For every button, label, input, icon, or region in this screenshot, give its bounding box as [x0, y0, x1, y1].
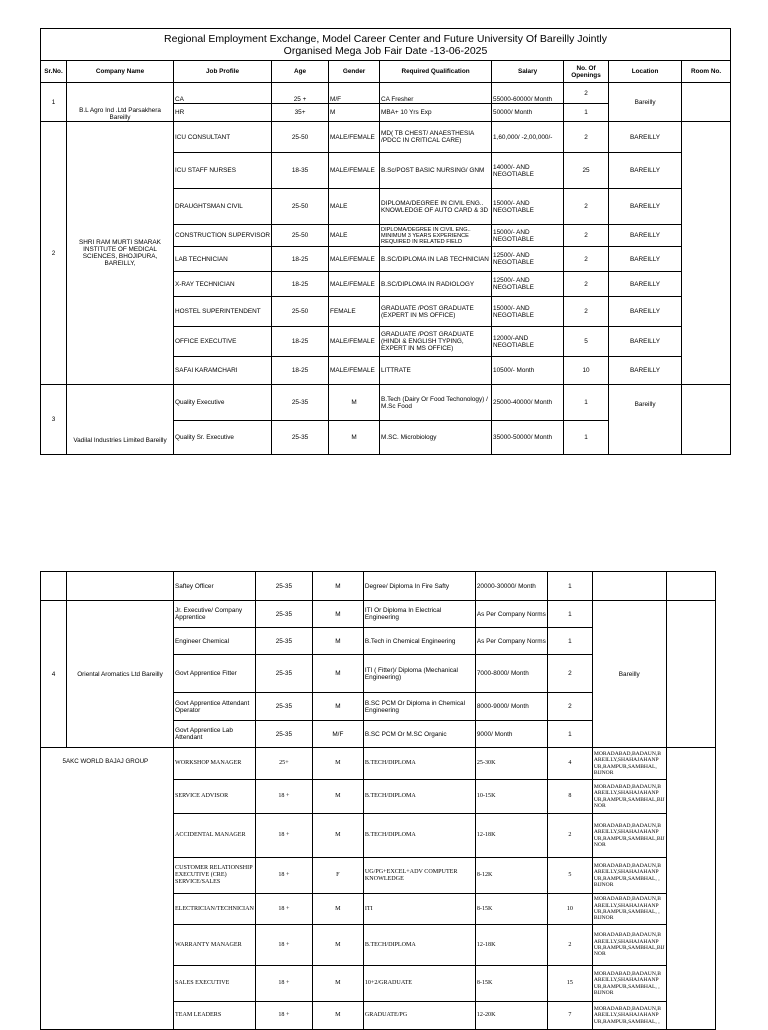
- qualification: B.SC PCM Or Diploma in Chemical Engineering: [363, 693, 475, 721]
- openings: 8: [547, 780, 592, 814]
- job-profile: SAFAI KARAMCHARI: [174, 357, 272, 385]
- openings: 5: [547, 858, 592, 894]
- job-profile: ELECTRICIAN/TECHNICIAN: [174, 894, 256, 925]
- company-cell-5: [41, 748, 174, 1030]
- company-name: Vadilal Industries Limited Bareilly: [67, 385, 174, 455]
- gender: M: [312, 1002, 363, 1030]
- job-profile: CONSTRUCTION SUPERVISOR: [174, 225, 272, 247]
- gender: M: [312, 894, 363, 925]
- gender: M: [312, 572, 363, 601]
- gender: MALE/FEMALE: [329, 122, 380, 153]
- age: 25-50: [272, 189, 329, 225]
- job-profile: OFFICE EXECUTIVE: [174, 327, 272, 357]
- job-profile: SALES EXECUTIVE: [174, 966, 256, 1002]
- salary: 25-30K: [475, 748, 547, 780]
- qualification: DIPLOMA/DEGREE IN CIVIL ENG.. KNOWLEDGE OF AUTO CARD & 3D: [380, 189, 492, 225]
- job-profile: ICU STAFF NURSES: [174, 153, 272, 189]
- salary: 15000/- AND NEGOTIABLE: [492, 297, 564, 327]
- location: BAREILLY: [609, 327, 682, 357]
- room-no: [666, 748, 715, 1030]
- location: MORADABAD,BADAUN,B AREILLY,SHAHAJAHANP UR,RAMPUR,SAMBHAL,BIJ NOR: [592, 925, 666, 966]
- job-profile: X-RAY TECHNICIAN: [174, 272, 272, 297]
- sr-no: 1: [41, 83, 67, 122]
- salary: 25000-40000/ Month: [492, 385, 564, 421]
- company-name: SHRI RAM MURTI SMARAK INSTITUTE OF MEDICAL SCIENCES, BHOJIPURA, BAREILLY,: [67, 122, 174, 385]
- location: BAREILLY: [609, 297, 682, 327]
- table-row: [41, 385, 731, 421]
- location: BAREILLY: [609, 122, 682, 153]
- gender: M/F: [329, 83, 380, 104]
- gender: M: [312, 966, 363, 1002]
- qualification: ITI ( Fitter)/ Diploma (Mechanical Engineering): [363, 655, 475, 693]
- job-profile: Govt Apprentice Attendant Operator: [174, 693, 256, 721]
- gender: M: [312, 925, 363, 966]
- openings: 1: [547, 628, 592, 655]
- salary: 12000/-AND NEGOTIABLE: [492, 327, 564, 357]
- header-job-profile: Job Profile: [174, 61, 272, 83]
- age: 25 +: [272, 83, 329, 104]
- location: BAREILLY: [609, 272, 682, 297]
- header-required-qualification: Required Qualification: [380, 61, 492, 83]
- age: 25-35: [255, 693, 312, 721]
- job-profile: Saftey Officer: [174, 572, 256, 601]
- age: 25-35: [272, 385, 329, 421]
- gender: F: [312, 858, 363, 894]
- location: BAREILLY: [609, 247, 682, 272]
- openings: 2: [547, 693, 592, 721]
- openings: 1: [564, 385, 609, 421]
- salary: 8000-9000/ Month: [475, 693, 547, 721]
- job-profile: Engineer Chemical: [174, 628, 256, 655]
- age: 25-50: [272, 297, 329, 327]
- openings: 1: [547, 572, 592, 601]
- job-profile: Govt Apprentice Lab Attendant: [174, 721, 256, 748]
- location: BAREILLY: [609, 189, 682, 225]
- salary: 12-18K: [475, 925, 547, 966]
- openings: 15: [547, 966, 592, 1002]
- gender: FEMALE: [329, 297, 380, 327]
- gender: M: [312, 693, 363, 721]
- qualification: B.SC PCM Or M.SC Organic: [363, 721, 475, 748]
- salary: 8-15K: [475, 894, 547, 925]
- location: [592, 572, 666, 601]
- job-profile: SERVICE ADVISOR: [174, 780, 256, 814]
- company-name: [67, 572, 174, 601]
- qualification: GRADUATE /POST GRADUATE (HINDI & ENGLISH TYPING, EXPERT IN MS OFFICE): [380, 327, 492, 357]
- job-profile: LAB TECHNICIAN: [174, 247, 272, 272]
- age: 25-50: [272, 122, 329, 153]
- table-row: [41, 122, 731, 153]
- header-openings: No. Of Openings: [564, 61, 609, 83]
- age: 18-25: [272, 357, 329, 385]
- age: 18 +: [255, 780, 312, 814]
- openings: 2: [547, 655, 592, 693]
- gender: M: [312, 814, 363, 858]
- location: BAREILLY: [609, 357, 682, 385]
- qualification: B.SC/DIPLOMA IN LAB TECHNICIAN: [380, 247, 492, 272]
- openings: 1: [547, 601, 592, 628]
- location: MORADABAD,BADAUN,B AREILLY,SHAHAJAHANP UR,RAMPUR,SAMBHAL, ,: [592, 1002, 666, 1030]
- salary: 15000/- AND NEGOTIABLE: [492, 189, 564, 225]
- sr-no: 3: [41, 385, 67, 455]
- job-profile: TEAM LEADERS: [174, 1002, 256, 1030]
- openings: 2: [564, 189, 609, 225]
- location: MORADABAD,BADAUN,B AREILLY,SHAHAJAHANP UR,RAMPUR,SAMBHAL, BIJNOR: [592, 748, 666, 780]
- header-room-no: Room No.: [682, 61, 731, 83]
- title-line-1: Regional Employment Exchange, Model Career Center and Future University Of Bareilly Jointly: [164, 32, 607, 45]
- header-gender: Gender: [329, 61, 380, 83]
- age: 25-50: [272, 225, 329, 247]
- job-profile: HOSTEL SUPERINTENDENT: [174, 297, 272, 327]
- gender: MALE/FEMALE: [329, 272, 380, 297]
- age: 25-35: [272, 421, 329, 455]
- qualification: LITTRATE: [380, 357, 492, 385]
- job-profile: WORKSHOP MANAGER: [174, 748, 256, 780]
- age: 18 +: [255, 858, 312, 894]
- salary: As Per Company Norms: [475, 601, 547, 628]
- job-profile: ICU CONSULTANT: [174, 122, 272, 153]
- table-header-row: [41, 61, 731, 83]
- salary: As Per Company Norms: [475, 628, 547, 655]
- title-line-2: Organised Mega Job Fair Date -13-06-2025: [283, 44, 488, 57]
- qualification: B.TECH/DIPLOMA: [363, 925, 475, 966]
- salary: 8-12K: [475, 858, 547, 894]
- location: Bareilly: [609, 83, 682, 122]
- location: MORADABAD,BADAUN,B AREILLY,SHAHAJAHANP UR,RAMPUR,SAMBHAL,BIJ NOR: [592, 814, 666, 858]
- job-profile: Govt Apprentice Fitter: [174, 655, 256, 693]
- qualification: ITI: [363, 894, 475, 925]
- gender: MALE/FEMALE: [329, 357, 380, 385]
- salary: 15000/- AND NEGOTIABLE: [492, 225, 564, 247]
- gender: M: [312, 748, 363, 780]
- age: 18 +: [255, 814, 312, 858]
- location: BAREILLY: [609, 153, 682, 189]
- gender: M: [329, 104, 380, 122]
- salary: 9000/ Month: [475, 721, 547, 748]
- room-no: [682, 83, 731, 122]
- openings: 2: [564, 297, 609, 327]
- qualification: CA Fresher: [380, 83, 492, 104]
- salary: 55000-60000/ Month: [492, 83, 564, 104]
- age: 25+: [255, 748, 312, 780]
- salary: 12-20K: [475, 1002, 547, 1030]
- room-no: [666, 572, 715, 601]
- job-fair-table-page-2: [40, 571, 716, 1030]
- qualification: B.TECH/DIPLOMA: [363, 780, 475, 814]
- qualification: B.Tech (Dairy Or Food Techonology) / M.Sc Food: [380, 385, 492, 421]
- gender: M: [312, 628, 363, 655]
- table-row: [41, 601, 716, 628]
- qualification: GRADUATE /POST GRADUATE (EXPERT IN MS OFFICE): [380, 297, 492, 327]
- gender: M: [329, 385, 380, 421]
- qualification: M.SC. Microbiology: [380, 421, 492, 455]
- age: 18-35: [272, 153, 329, 189]
- salary: 20000-30000/ Month: [475, 572, 547, 601]
- openings: 5: [564, 327, 609, 357]
- room-no: [666, 601, 715, 748]
- gender: MALE: [329, 225, 380, 247]
- salary: 50000/ Month: [492, 104, 564, 122]
- age: 18 +: [255, 1002, 312, 1030]
- sr-no: 2: [41, 122, 67, 385]
- qualification: B.Tech in Chemical Engineering: [363, 628, 475, 655]
- salary: 35000-50000/ Month: [492, 421, 564, 455]
- location: MORADABAD,BADAUN,B AREILLY,SHAHAJAHANP UR,RAMPUR,SAMBHAL, , BIJNOR: [592, 858, 666, 894]
- gender: MALE/FEMALE: [329, 153, 380, 189]
- company-name: Oriental Aromatics Ltd Bareilly: [67, 601, 174, 748]
- sr-no: 5: [62, 758, 66, 765]
- openings: 2: [564, 247, 609, 272]
- age: 18 +: [255, 925, 312, 966]
- job-profile: DRAUGHTSMAN CIVIL: [174, 189, 272, 225]
- openings: 2: [547, 814, 592, 858]
- job-profile: HR: [174, 104, 272, 122]
- location: Bareilly: [609, 385, 682, 455]
- qualification: MBA+ 10 Yrs Exp: [380, 104, 492, 122]
- age: 18-25: [272, 247, 329, 272]
- age: 25-35: [255, 572, 312, 601]
- openings: 1: [564, 104, 609, 122]
- openings: 1: [564, 421, 609, 455]
- job-profile: CA: [174, 83, 272, 104]
- header-location: Location: [609, 61, 682, 83]
- gender: M: [329, 421, 380, 455]
- salary: 1,60,000/ -2,00,000/-: [492, 122, 564, 153]
- company-name: AKC WORLD BAJAJ GROUP: [66, 758, 149, 765]
- job-profile: Quality Sr. Executive: [174, 421, 272, 455]
- qualification: ITI Or Diploma In Electrical Engineering: [363, 601, 475, 628]
- location: MORADABAD,BADAUN,B AREILLY,SHAHAJAHANP UR,RAMPUR,SAMBHAL,BIJ NOR: [592, 780, 666, 814]
- openings: 2: [564, 225, 609, 247]
- location: MORADABAD,BADAUN,B AREILLY,SHAHAJAHANP UR,RAMPUR,SAMBHAL, , BIJNOR: [592, 966, 666, 1002]
- gender: MALE/FEMALE: [329, 327, 380, 357]
- job-profile: CUSTOMER RELATIONSHIP EXECUTIVE (CRE) SERVICE/SALES: [174, 858, 256, 894]
- salary: 7000-8000/ Month: [475, 655, 547, 693]
- qualification: MD( TB CHEST/ ANAESTHESIA /PDCC IN CRITICAL CARE): [380, 122, 492, 153]
- age: 25-35: [255, 721, 312, 748]
- age: 25-35: [255, 601, 312, 628]
- salary: 8-15K: [475, 966, 547, 1002]
- job-fair-table-page-1: [40, 28, 731, 455]
- openings: 1: [547, 721, 592, 748]
- age: 18 +: [255, 966, 312, 1002]
- age: 35+: [272, 104, 329, 122]
- qualification: B.TECH/DIPLOMA: [363, 748, 475, 780]
- document-title: [41, 29, 731, 61]
- room-no: [682, 122, 731, 385]
- table-row: [41, 83, 731, 104]
- openings: 10: [564, 357, 609, 385]
- company-name: B.L Agro Ind .Ltd Parsakhera Bareilly: [67, 83, 174, 122]
- age: 18-25: [272, 272, 329, 297]
- table-row: [41, 572, 716, 601]
- sr-no: 4: [41, 601, 67, 748]
- openings: 2: [547, 925, 592, 966]
- openings: 2: [564, 83, 609, 104]
- qualification: Degree/ Diploma In Fire Safty: [363, 572, 475, 601]
- table-row: [41, 748, 716, 780]
- qualification: 10+2/GRADUATE: [363, 966, 475, 1002]
- openings: 2: [564, 122, 609, 153]
- salary: 10-15K: [475, 780, 547, 814]
- location: Bareilly: [592, 601, 666, 748]
- qualification: B.TECH/DIPLOMA: [363, 814, 475, 858]
- qualification: GRADUATE/PG: [363, 1002, 475, 1030]
- openings: 10: [547, 894, 592, 925]
- location: BAREILLY: [609, 225, 682, 247]
- gender: M: [312, 655, 363, 693]
- openings: 7: [547, 1002, 592, 1030]
- openings: 2: [564, 272, 609, 297]
- header-age: Age: [272, 61, 329, 83]
- job-profile: ACCIDENTAL MANAGER: [174, 814, 256, 858]
- salary: 12500/- AND NEGOTIABLE: [492, 247, 564, 272]
- qualification: B.SC/DIPLOMA IN RADIOLOGY: [380, 272, 492, 297]
- gender: M/F: [312, 721, 363, 748]
- qualification: DIPLOMA/DEGREE IN CIVIL ENG.. MINIMUM 3 YEARS EXPERIENCE REQUIRED IN RELATED FIELD: [380, 225, 492, 247]
- job-profile: Jr. Executive/ Company Apprentice: [174, 601, 256, 628]
- age: 25-35: [255, 655, 312, 693]
- header-sr-no: Sr.No.: [41, 61, 67, 83]
- salary: 14000/- AND NEGOTIABLE: [492, 153, 564, 189]
- salary: 12-18K: [475, 814, 547, 858]
- age: 18 +: [255, 894, 312, 925]
- sr-no: [41, 572, 67, 601]
- age: 25-35: [255, 628, 312, 655]
- gender: MALE: [329, 189, 380, 225]
- job-profile: Quality Executive: [174, 385, 272, 421]
- salary: 12500/- AND NEGOTIABLE: [492, 272, 564, 297]
- qualification: UG/PG+EXCEL+ADV COMPUTER KNOWLEDGE: [363, 858, 475, 894]
- gender: MALE/FEMALE: [329, 247, 380, 272]
- job-profile: WARRANTY MANAGER: [174, 925, 256, 966]
- room-no: [682, 385, 731, 455]
- gender: M: [312, 780, 363, 814]
- age: 18-25: [272, 327, 329, 357]
- gender: M: [312, 601, 363, 628]
- header-company-name: Company Name: [67, 61, 174, 83]
- header-salary: Salary: [492, 61, 564, 83]
- qualification: B.Sc/POST BASIC NURSING/ GNM: [380, 153, 492, 189]
- location: MORADABAD,BADAUN,B AREILLY,SHAHAJAHANP UR,RAMPUR,SAMBHAL, , BIJNOR: [592, 894, 666, 925]
- openings: 25: [564, 153, 609, 189]
- salary: 10500/- Month: [492, 357, 564, 385]
- openings: 4: [547, 748, 592, 780]
